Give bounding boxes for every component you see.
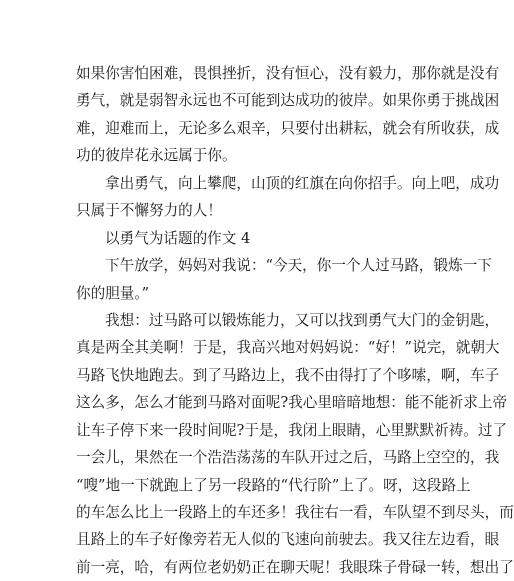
paragraph-line: 前一亮，哈，有两位老奶奶正在聊天呢！我眼珠子骨碌一转，想出了: [76, 558, 514, 576]
paragraph-line: 真是两全其美啊！于是，我高兴地对妈妈说：“好！”说完，就朝大: [76, 339, 500, 357]
paragraph-line: 只属于不懈努力的人！: [76, 202, 222, 220]
paragraph-line: 且路上的车子好像旁若无人似的飞速向前驶去。我又往左边看，眼: [76, 531, 500, 549]
section-heading: 以勇气为话题的作文 4: [105, 229, 251, 247]
paragraph-line: 功的彼岸花永远属于你。: [76, 147, 237, 165]
paragraph-line: 勇气，就是弱智永远也不可能到达成功的彼岸。如果你勇于挑战困: [76, 92, 500, 110]
paragraph-line: 我想：过马路可以锻炼能力，又可以找到勇气大门的金钥匙，: [105, 311, 500, 329]
essay-body: [76, 60, 514, 581]
paragraph-line: 让车子停下来一段时间呢?于是，我闭上眼睛，心里默默祈祷。过了: [76, 421, 508, 439]
paragraph-line: 如果你害怕困难，畏惧挫折，没有恒心，没有毅力，那你就是没有: [76, 65, 500, 82]
paragraph-line: 一会儿，果然在一个浩浩荡荡的车队开过之后，马路上空空的，我: [76, 449, 500, 467]
paragraph-line: 下午放学，妈妈对我说：“今天，你一个人过马路，锻炼一下: [105, 257, 492, 275]
paragraph-line: 这么多，怎么才能到马路对面呢?我心里暗暗地想：能不能祈求上帝: [76, 394, 508, 412]
paragraph-line: 你的胆量。”: [76, 284, 150, 302]
paragraph-line: 的车怎么比上一段路上的车还多！我往右一看，车队望不到尽头，而: [76, 504, 514, 521]
paragraph-line: 难，迎难而上，无论多么艰辛，只要付出耕耘，就会有所收获，成: [76, 119, 500, 137]
paragraph-line: “嗖”地一下就跑上了另一段路的“代行阶”上了。呀，这段路上: [76, 476, 471, 494]
paragraph-line: 拿出勇气，向上攀爬，山顶的红旗在向你招手。向上吧，成功: [105, 174, 500, 192]
paragraph-line: 马路飞快地跑去。到了马路边上，我不由得打了个哆嗦，啊，车子: [76, 366, 500, 384]
